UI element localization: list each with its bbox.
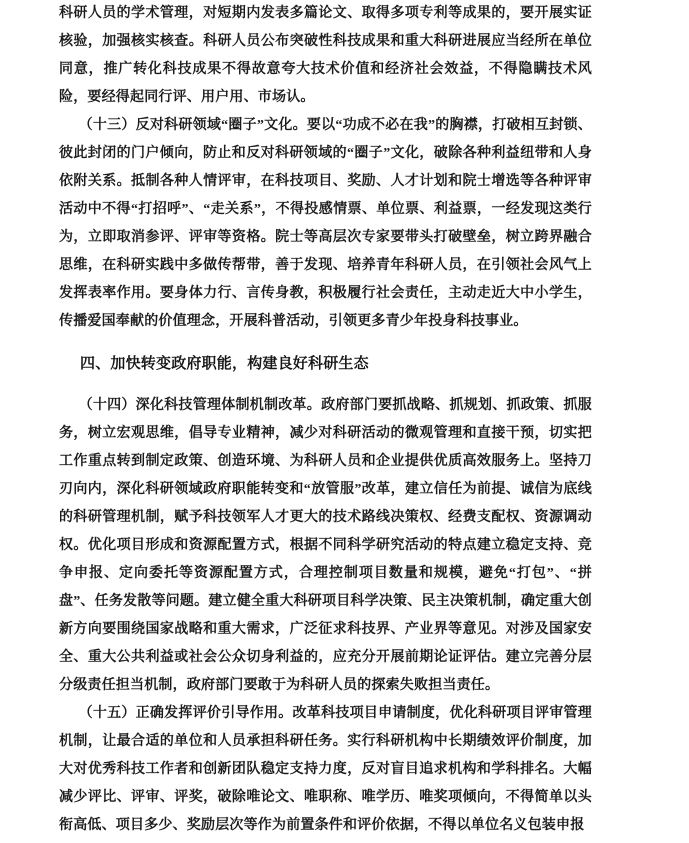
document-body bbox=[59, 0, 592, 840]
paragraph-continuation: 科研人员的学术管理，对短期内发表多篇论文、取得多项专利等成果的，要开展实证核验，加强核实核查。科研人员公布突破性科技成果和重大科研进展应当经所在单位同意，推广转化科技成果不得故意夸大技术价值和经济社会效益，不得隐瞒技术风险，要经得起同行评、用户用、市场认。 bbox=[59, 6, 592, 105]
paragraph-item-15: （十五）正确发挥评价引导作用。改革科技项目申请制度，优化科研项目评审管理机制，让最合适的单位和人员承担科研任务。实行科研机构中长期绩效评价制度，加大对优秀科技工作者和创新团队稳定支持力度，反对盲目追求机构和学科排名。大幅减少评比、评审、评奖，破除唯论文、唯职称、唯学历、唯奖项倾向，不得简单以头衔高低、项目多少、奖励层次等作为前置条件和评价依据，不得以单位名义包装申报 bbox=[59, 706, 592, 833]
paragraph-item-13: （十三）反对科研领域“圈子”文化。要以“功成不必在我”的胸襟，打破相互封锁、彼此封闭的门户倾向，防止和反对科研领域的“圈子”文化，破除各种利益纽带和人身依附关系。抵制各种人情评审，在科技项目、奖励、人才计划和院士增选等各种评审活动中不得“打招呼”、“走关系”，不得投感情票、单位票、利益票，一经发现这类行为，立即取消参评、评审等资格。院士等高层次专家要带头打破壁垒，树立跨界融合思维，在科研实践中多做传帮带，善于发现、培养青年科研人员，在引领社会风气上发挥表率作用。要身体力行、言传身教，积极履行社会责任，主动走近大中小学生，传播爱国奉献的价值理念，开展科普活动，引领更多青少年投身科技事业。 bbox=[59, 118, 592, 329]
section-heading-4: 四、加快转变政府职能，构建良好科研生态 bbox=[80, 356, 369, 372]
paragraph-item-14: （十四）深化科技管理体制机制改革。政府部门要抓战略、抓规划、抓政策、抓服务，树立宏观思维，倡导专业精神，减少对科研活动的微观管理和直接干预，切实把工作重点转到制定政策、创造环境、为科研人员和企业提供优质高效服务上。坚持刀刃向内，深化科研领域政府职能转变和“放管服”改革，建立信任为前提、诚信为底线的科研管理机制，赋予科技领军人才更大的技术路线决策权、经费支配权、资源调动权。优化项目形成和资源配置方式，根据不同科学研究活动的特点建立稳定支持、竞争申报、定向委托等资源配置方式，合理控制项目数量和规模，避免“打包”、“拼盘”、任务发散等问题。建立健全重大科研项目科学决策、民主决策机制，确定重大创新方向要围绕国家战略和重大需求，广泛征求科技界、产业界等意见。对涉及国家安全、重大公共利益或社会公众切身利益的，应充分开展前期论证评估。建立完善分层分级责任担当机制，政府部门要敢于为科研人员的探索失败担当责任。 bbox=[59, 398, 592, 693]
